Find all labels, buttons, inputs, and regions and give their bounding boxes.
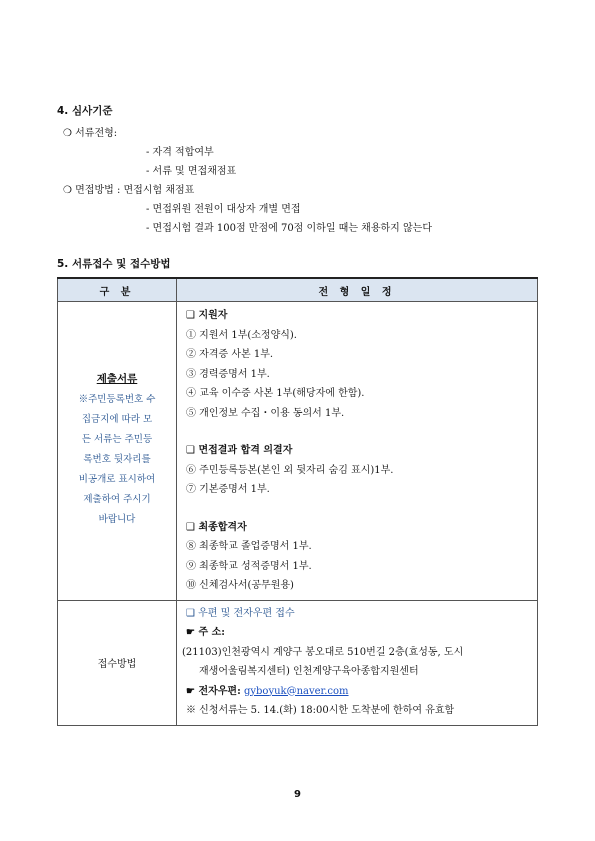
method-cell bbox=[177, 600, 538, 725]
criteria-document-item: - 서류 및 면접채점표 bbox=[146, 166, 237, 177]
note-line: 바랍니다 bbox=[98, 514, 136, 526]
deadline-note: ※ 신청서류는 5. 14.(화) 18:00시한 도착분에 한하여 유효함 bbox=[186, 705, 455, 716]
table-header-row bbox=[58, 278, 538, 302]
documents-note bbox=[58, 390, 176, 530]
list-item: ⑧ 최종학교 졸업증명서 1부. bbox=[186, 541, 312, 552]
list-item: ⑩ 신체검사서(공무원용) bbox=[186, 580, 294, 591]
address-line: 재생어울림복지센터) 인천계양구육아종합지원센터 bbox=[199, 666, 419, 677]
checkbox-square-icon: ❑ bbox=[186, 521, 195, 533]
address-label: ☛ 주 소: bbox=[186, 627, 225, 638]
submission-table bbox=[57, 277, 538, 726]
address-line: (21103)인천광역시 계양구 봉오대로 510번길 2층(효성동, 도시 bbox=[182, 646, 464, 658]
table-row bbox=[58, 600, 538, 725]
criteria-interview-item: - 면접시험 결과 100점 만점에 70점 이하일 때는 채용하지 않는다 bbox=[146, 223, 432, 234]
method-title: ❑ 우편 및 전자우편 접수 bbox=[186, 607, 295, 619]
note-line: 든 서류는 주민등 bbox=[81, 434, 153, 446]
criteria-document: ❍ 서류전형: bbox=[63, 128, 118, 139]
group-title-text: 최종합격자 bbox=[198, 521, 247, 533]
note-line: 집금지에 따라 모 bbox=[81, 414, 153, 426]
group-title-text: 면접결과 합격 의결자 bbox=[198, 445, 293, 456]
page-number: 9 bbox=[294, 789, 301, 800]
list-item: ④ 교육 이수증 사본 1부(해당자에 한함). bbox=[186, 388, 365, 399]
list-item: ⑤ 개인정보 수집・이용 동의서 1부. bbox=[186, 407, 345, 419]
note-line: 록번호 뒷자리를 bbox=[83, 454, 151, 466]
documents-label: 제출서류 bbox=[96, 373, 138, 386]
group-interview-pass-title bbox=[177, 441, 537, 461]
list-item: ⑨ 최종학교 성적증명서 1부. bbox=[186, 560, 312, 572]
documents-list-cell bbox=[177, 302, 538, 601]
row-documents-label-cell bbox=[58, 302, 177, 601]
section-5-title: 5. 서류접수 및 접수방법 bbox=[57, 258, 171, 270]
list-item: ⑦ 기본증명서 1부. bbox=[186, 484, 270, 495]
list-item: ③ 경력증명서 1부. bbox=[186, 368, 270, 380]
note-line: ※주민등록번호 수 bbox=[78, 394, 156, 406]
group-title-text: 지원자 bbox=[198, 310, 228, 321]
list-item: ⑥ 주민등록등본(본인 외 뒷자리 숨김 표시)1부. bbox=[186, 464, 394, 476]
criteria-interview: ❍ 면접방법 : 면접시험 채점표 bbox=[63, 185, 195, 196]
note-line: 비공개로 표시하여 bbox=[78, 474, 156, 486]
table-row bbox=[58, 302, 538, 601]
section-4-title: 4. 심사기준 bbox=[57, 105, 113, 117]
group-final-title bbox=[177, 518, 537, 538]
criteria-document-item: - 자격 적합여부 bbox=[146, 147, 214, 158]
group-applicant-title bbox=[177, 306, 537, 326]
email-label: ☛ 전자우편: bbox=[186, 685, 241, 697]
criteria-interview-item: - 면접위원 전원이 대상자 개별 면접 bbox=[146, 204, 301, 215]
checkbox-square-icon: ❑ bbox=[186, 310, 195, 321]
list-item: ① 지원서 1부(소정양식). bbox=[186, 329, 297, 341]
note-line: 제출하여 주시기 bbox=[83, 494, 151, 506]
method-label: 접수방법 bbox=[58, 600, 177, 725]
email-link[interactable]: gyboyuk@naver.com bbox=[243, 685, 349, 697]
checkbox-square-icon: ❑ bbox=[186, 445, 195, 456]
header-schedule: 전 형 일 정 bbox=[177, 278, 538, 302]
list-item: ② 자격증 사본 1부. bbox=[186, 349, 274, 360]
email-line bbox=[177, 682, 537, 702]
header-category: 구 분 bbox=[58, 278, 177, 302]
